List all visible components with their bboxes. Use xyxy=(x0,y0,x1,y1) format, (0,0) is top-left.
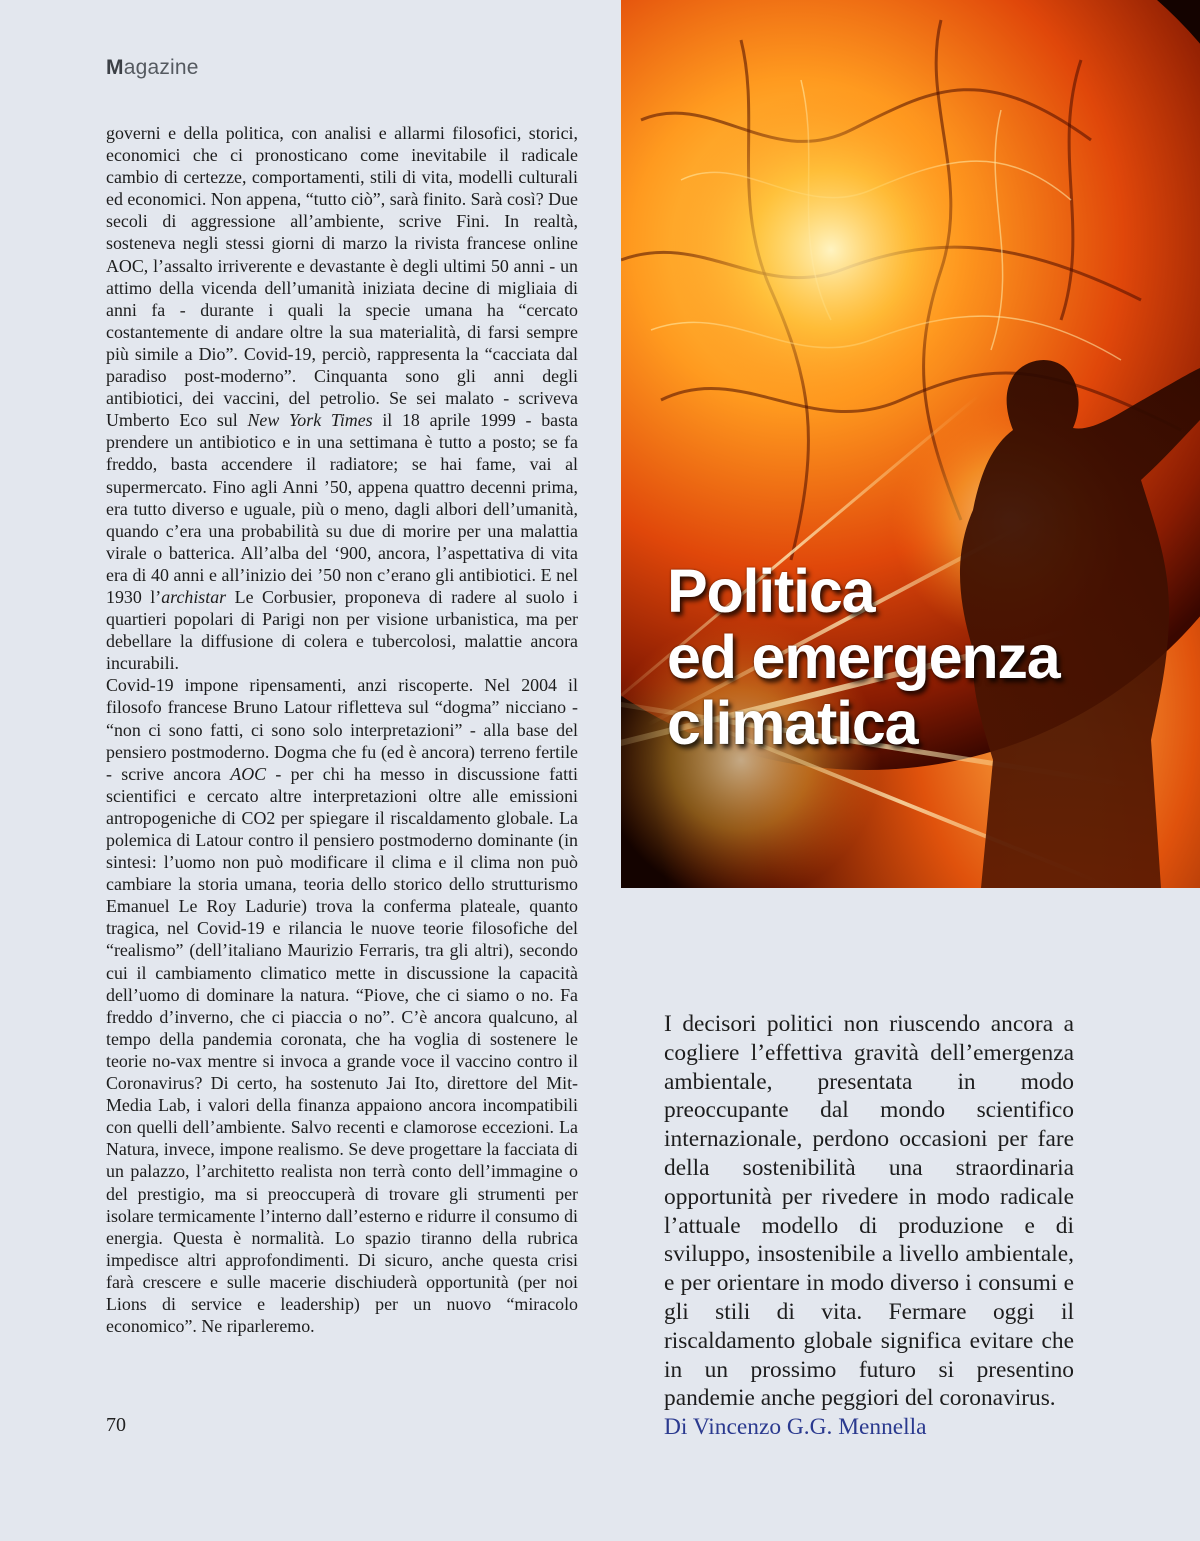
body-paragraph xyxy=(106,122,578,674)
body-text-run: il 18 aprile 1999 - basta prendere un antibiotico e in una settimana è tutto a posto; se fa freddo, basta accendere il radiatore; se hai fame, vai al supermercato. Fino agli Anni ’50, appena quattro decenni prima, era tutto diverso e uguale, più o meno, dagli albori dell’umanità, quando c’era una probabilità su due di morire per una malattia virale o batterica. All’alba del ‘900, ancora, l’aspettativa di vita era di 40 anni e all’inizio dei ’50 non c’erano gli antibiotici. E nel 1930 l’ xyxy=(106,410,578,607)
body-italic-run: archistar xyxy=(161,586,227,607)
page-number: 70 xyxy=(106,1414,126,1436)
body-text-run: Le Corbusier, proponeva di radere al suolo i quartieri popolari di Parigi non per visione urbanistica, ma per debellare la diffusione di colera e tubercolosi, malattie ancora incurabili. xyxy=(106,586,578,674)
section-label xyxy=(106,56,199,80)
abstract-text: I decisori politici non riuscendo ancora a cogliere l’effettiva gravità dell’emergenza ambientale, presentata in modo preoccupante dal mondo scientifico internazionale, perdono occasioni per fare della sostenibilità una straordinaria opportunità per rivedere in modo radicale l’attuale modello di produzione e di sviluppo, insostenibile a livello ambientale, e per orientare in modo diverso i consumi e gli stili di vita. Fermare oggi il riscaldamento globale significa evitare che in un prossimo futuro si presentino pandemie anche peggiori del coronavirus. xyxy=(664,1011,1074,1412)
article-headline xyxy=(667,558,1187,756)
byline: Di Vincenzo G.G. Mennella xyxy=(664,1414,927,1441)
headline-line: Politica xyxy=(667,557,875,625)
headline-line: ed emergenza xyxy=(667,623,1060,691)
article-body xyxy=(106,122,578,1337)
body-paragraph xyxy=(106,674,578,1337)
body-text-run: - per chi ha messo in discussione fatti scientifici e cercato altre interpretazioni oltre alle emissioni antropogeniche di CO2 per spiegare il riscaldamento globale. La polemica di Latour contro il pensiero postmoderno dominante (in sintesi: l’uomo non può modificare il clima e il clima non può cambiare la storia umana, teoria dello storico dello strutturismo Emanuel Le Roy Ladurie) trova la conferma plateale, quanto tragica, nel Covid-19 e rilancia le nuove teorie filosofiche del “realismo” (dell’italiano Maurizio Ferraris, tra gli altri), secondo cui il cambiamento climatico mette in discussione la capacità dell’uomo di dominare la natura. “Piove, che ci siamo o no. Fa freddo d’inverno, che ci piaccia o no”. C’è ancora qualcuno, al tempo della pandemia coronata, che ha voglia di sostenere le teorie no-vax mentre si invoca a grande voce il vaccino contro il Coronavirus? Di certo, ha sostenuto Jai Ito, direttore del Mit-Media Lab, i valori della finanza appaiono ancora incompatibili con quelli dell’ambiente. Salvo recenti e clamorose eccezioni. La Natura, invece, impone realismo. Se deve progettare la facciata di un palazzo, l’architetto realista non terrà conto dell’immagine o del prestigio, ma si preoccuperà di trovare gli strumenti per isolare termicamente l’interno dall’esterno e ridurre il consumo di energia. Questa è normalità. Lo spazio tiranno della rubrica impedisce altri approfondimenti. Di sicuro, anche questa crisi farà crescere e sulle macerie dischiuderà opportunità (per noi Lions di service e leadership) per un nuovo “miracolo economico”. Ne riparleremo. xyxy=(106,763,578,1337)
body-italic-run: AOC xyxy=(230,763,267,784)
section-label-initial: M xyxy=(106,56,124,79)
body-text-run: Covid-19 impone ripensamenti, anzi riscoperte. Nel 2004 il filosofo francese Bruno Latour rifletteva sul “dogma” nicciano - “non ci sono fatti, ci sono solo interpretazioni” - alla base del pensiero postmoderno. Dogma che fu (ed è ancora) terreno fertile - scrive ancora xyxy=(106,675,578,784)
headline-line: climatica xyxy=(667,689,918,757)
body-text-run: governi e della politica, con analisi e allarmi filosofici, storici, economici che ci pronosticano come inevitabile il radicale cambio di certezze, comportamenti, stili di vita, modelli culturali ed economici. Non appena, “tutto ciò”, sarà finito. Sarà così? Due secoli di aggressione all’ambiente, scrive Fini. In realtà, sosteneva negli stessi giorni di marzo la rivista francese online AOC, l’assalto irriverente e devastante è degli ultimi 50 anni - un attimo della vicenda dell’umanità iniziata decine di migliaia di anni fa - durante i quali la specie umana ha “cercato costantemente di andare oltre la sua materialità, di farsi sempre più simile a Dio”. Covid-19, perciò, rappresenta la “cacciata dal paradiso post-moderno”. Cinquanta sono gli anni degli antibiotici, dei vaccini, del petrolio. Se sei malato - scriveva Umberto Eco sul xyxy=(106,123,578,431)
article-abstract xyxy=(664,1010,1074,1442)
body-italic-run: New York Times xyxy=(247,410,373,431)
section-label-rest: agazine xyxy=(123,56,199,79)
